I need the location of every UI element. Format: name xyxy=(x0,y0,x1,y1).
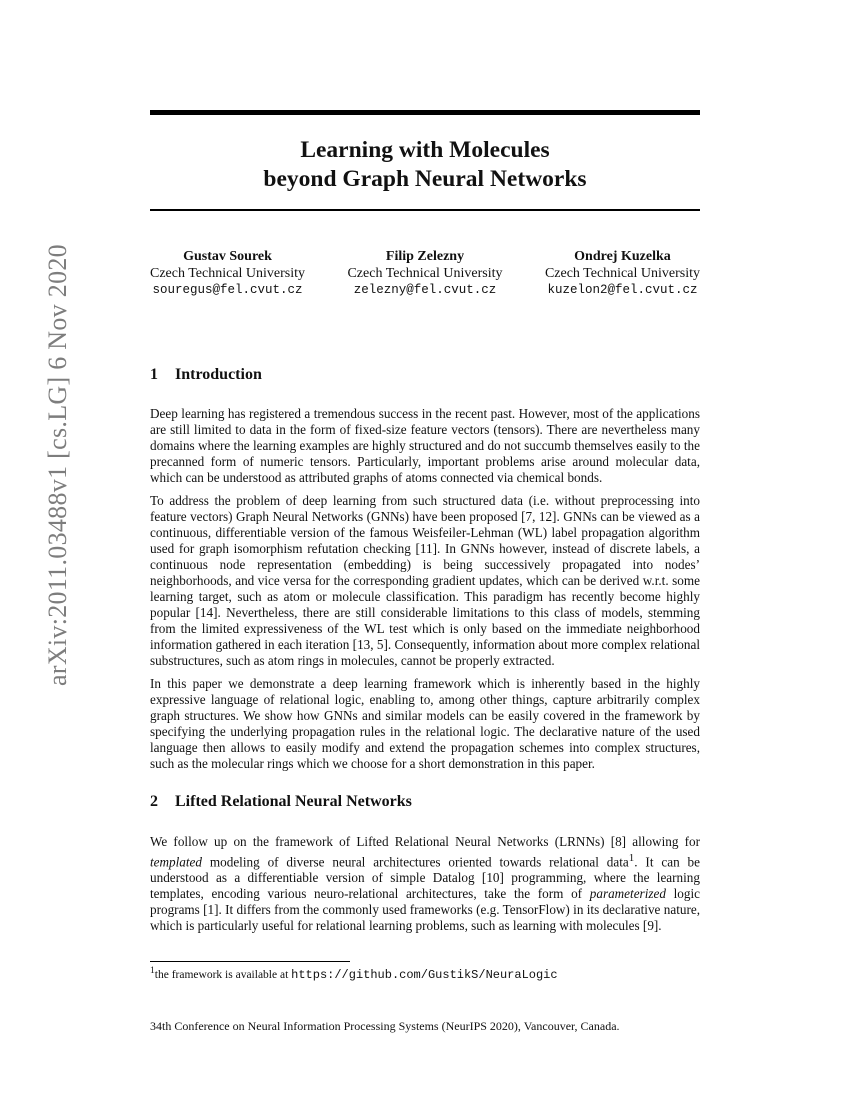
paragraph: Deep learning has registered a tremendous success in the recent past. However, most of the applications are still limited to data in the form of fixed-size feature vectors (tensors). There are nevertheless many domains where the learning examples are highly structured and do not succumb themselves easily to the precanned form of numeric tensors. Particularly, important problems arise around molecular data, which can be understood as attributed graphs of atoms connected via chemical bonds. xyxy=(150,406,700,485)
author-block xyxy=(150,248,700,299)
conference-footer: 34th Conference on Neural Information Processing Systems (NeurIPS 2020), Vancouver, Canada. xyxy=(150,1019,620,1033)
author-affiliation: Czech Technical University xyxy=(544,266,700,281)
author-2 xyxy=(347,248,502,299)
title-rule-top xyxy=(150,110,700,115)
footnote-rule xyxy=(150,961,350,962)
text-run: . It can be understood as a differentiable version of simple Datalog [10] programming, where the learning templates, encoding various neuro-relational architectures, take the form of xyxy=(150,854,700,902)
footnote xyxy=(150,965,558,982)
paragraph xyxy=(150,834,700,934)
emphasis: parameterized xyxy=(589,886,666,902)
author-email[interactable]: kuzelon2@fel.cvut.cz xyxy=(547,283,698,297)
section-title: Introduction xyxy=(175,366,262,383)
introduction-body xyxy=(150,406,700,779)
section-heading-introduction xyxy=(150,366,262,384)
section-heading-lrnn xyxy=(150,793,412,811)
footnote-marker[interactable]: 1 xyxy=(628,852,635,864)
paragraph: To address the problem of deep learning from such structured data (i.e. without preprocessing into feature vectors) Graph Neural Networks (GNNs) have been proposed [7, 12]. GNNs can be viewed as a continuous, differentiable version of the famous Weisfeiler-Lehman (WL) label propagation algorithm used for graph isomorphism refutation checking [11]. In GNNs however, instead of discrete labels, a continuous node representation (embedding) is being successively propagated into nodes’ neighborhoods, and vice versa for the corresponding gradient updates, which can be derived w.r.t. some learning target, such as atom or molecule classification. This paradigm has recently become highly popular [14]. Nevertheless, there are still considerable limitations to this class of models, stemming from the limited expressiveness of the WL test which is only based on the immediate neighborhood information gathered in each iteration [13, 5]. Consequently, information about more complex relational substructures, such as atom rings in molecules, cannot be properly extracted. xyxy=(150,493,700,668)
title-line-2: beyond Graph Neural Networks xyxy=(263,166,587,192)
section-number: 1 xyxy=(150,366,158,383)
author-1 xyxy=(150,248,305,299)
paper-title xyxy=(150,136,700,194)
author-email[interactable]: souregus@fel.cvut.cz xyxy=(152,283,303,297)
footnote-mark: 1 xyxy=(150,965,155,976)
author-name: Gustav Sourek xyxy=(183,249,272,264)
author-name: Filip Zelezny xyxy=(385,249,465,264)
author-email[interactable]: zelezny@fel.cvut.cz xyxy=(353,283,497,297)
arxiv-identifier: arXiv:2011.03488v1 [cs.LG] 6 Nov 2020 xyxy=(43,244,72,686)
text-run: logic programs [1]. It differs from the commonly used frameworks (e.g. TensorFlow) in its declarative nature, which is particularly useful for relational learning problems, such as learning with molecules [9]. xyxy=(150,886,700,934)
title-rule-bottom xyxy=(150,209,700,211)
title-line-1: Learning with Molecules xyxy=(300,137,550,163)
text-run: modeling of diverse neural architectures oriented towards relational data xyxy=(202,854,629,870)
lrnn-body xyxy=(150,834,700,941)
author-affiliation: Czech Technical University xyxy=(150,266,306,281)
section-number: 2 xyxy=(150,793,158,810)
paragraph: In this paper we demonstrate a deep learning framework which is inherently based in the highly expressive language of relational logic, enabling to, among other things, capture arbitrarily complex graph structures. We show how GNNs and similar models can be easily covered in the framework by specifying the underlying propagation rules in the relational logic. The declarative nature of the used language then allows to easily modify and extend the propagation schemes into complex structures, such as the molecular rings which we choose for a short demonstration in this paper. xyxy=(150,676,700,771)
author-3 xyxy=(545,248,700,299)
section-title: Lifted Relational Neural Networks xyxy=(175,793,412,810)
footnote-text: the framework is available at xyxy=(154,968,292,981)
footnote-url[interactable]: https://github.com/GustikS/NeuraLogic xyxy=(291,967,558,982)
author-affiliation: Czech Technical University xyxy=(347,266,503,281)
author-name: Ondrej Kuzelka xyxy=(574,249,671,264)
emphasis: templated xyxy=(150,854,203,870)
text-run: We follow up on the framework of Lifted Relational Neural Networks (LRNNs) [8] allowing for xyxy=(150,834,700,849)
